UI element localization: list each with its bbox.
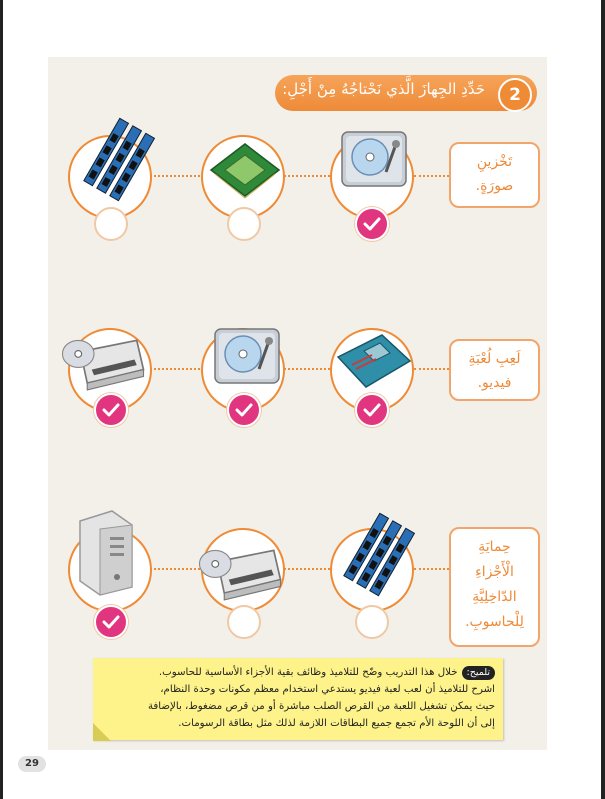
tip-text	[101, 664, 495, 732]
page-edge-left	[0, 0, 3, 799]
check-icon	[363, 403, 381, 417]
row-3-option-computer-case[interactable]	[68, 528, 152, 612]
row-3-label-line-1: حِمايَةِ	[478, 539, 511, 555]
connector	[284, 368, 330, 370]
exercise-title: حَدِّدِ الجِهازَ الَّذي نَحْتاجُهُ مِنْ أَجْلِ:	[282, 80, 485, 98]
row-2-label	[449, 339, 540, 401]
motherboard-icon	[334, 322, 414, 402]
tip-line-1	[101, 664, 495, 681]
ram-module-icon	[340, 510, 420, 600]
row-3-label-line-2: الْأَجْزاءِ	[475, 564, 514, 580]
row-3-option-optical-drive[interactable]	[201, 528, 285, 612]
row-2-label-line-2: فيديو.	[477, 375, 512, 391]
tip-line-3: حيث يمكن تشغيل اللعبة من القرص الصلب مباشرة أو من قرص مضغوط، بالإضافة	[147, 701, 495, 712]
check-icon	[102, 615, 120, 629]
page-number: 29	[18, 756, 46, 772]
row-3-checkbox-computer-case[interactable]	[94, 605, 128, 639]
optical-drive-icon	[58, 324, 148, 404]
row-1-label-line-2: صورَةٍ.	[475, 178, 514, 194]
row-3-label-line-4: لِلْحاسوبِ.	[465, 614, 524, 630]
hard-disk-icon	[207, 316, 287, 396]
row-2-checkbox-motherboard[interactable]	[355, 393, 389, 427]
tip-folded-corner	[93, 723, 111, 741]
connector	[414, 368, 449, 370]
row-1-checkbox-ram[interactable]	[94, 207, 128, 241]
row-2-checkbox-hard-disk[interactable]	[227, 393, 261, 427]
row-3-label-line-3: الدّاخِلِيَّةِ	[472, 589, 517, 605]
connector	[284, 568, 330, 570]
exercise-title-bar	[275, 75, 537, 111]
connector	[150, 368, 200, 370]
ram-module-icon	[80, 115, 160, 205]
row-1-checkbox-hard-disk[interactable]	[355, 207, 389, 241]
row-2-checkbox-optical-drive[interactable]	[94, 393, 128, 427]
connector	[284, 175, 330, 177]
computer-case-icon	[66, 504, 146, 600]
teacher-tip-note	[93, 658, 503, 740]
row-2-label-line-1: لَعِبِ لُعْبَةِ	[468, 351, 521, 367]
check-icon	[235, 403, 253, 417]
connector	[150, 568, 200, 570]
row-1-label-line-1: تَخْزينِ	[476, 154, 513, 170]
row-3-checkbox-optical-drive[interactable]	[227, 605, 261, 639]
connector	[414, 175, 449, 177]
tip-line-1-text: خلال هذا التدريب وضّح للتلاميذ وظائف بقية الأجزاء الأساسية للحاسوب.	[158, 667, 458, 678]
tip-badge: تلميح:	[462, 666, 495, 680]
row-1-checkbox-processor[interactable]	[227, 207, 261, 241]
tip-line-4: إلى أن اللوحة الأم تجمع جميع البطاقات اللازمة لذلك مثل بطاقة الرسومات.	[178, 718, 495, 729]
exercise-number: 2	[498, 78, 532, 112]
row-3-label	[449, 527, 540, 647]
row-1-label	[449, 142, 540, 208]
tip-line-2: اشرح للتلاميذ أن لعب لعبة فيديو يستدعي استخدام معظم مكونات وحدة النظام،	[160, 684, 495, 695]
check-icon	[102, 403, 120, 417]
optical-drive-icon	[195, 534, 285, 614]
row-3-option-ram[interactable]	[330, 528, 414, 612]
hard-disk-icon	[334, 119, 414, 199]
row-3-checkbox-ram[interactable]	[355, 605, 389, 639]
check-icon	[363, 217, 381, 231]
cpu-chip-icon	[205, 129, 285, 209]
page-edge-right	[601, 0, 605, 799]
